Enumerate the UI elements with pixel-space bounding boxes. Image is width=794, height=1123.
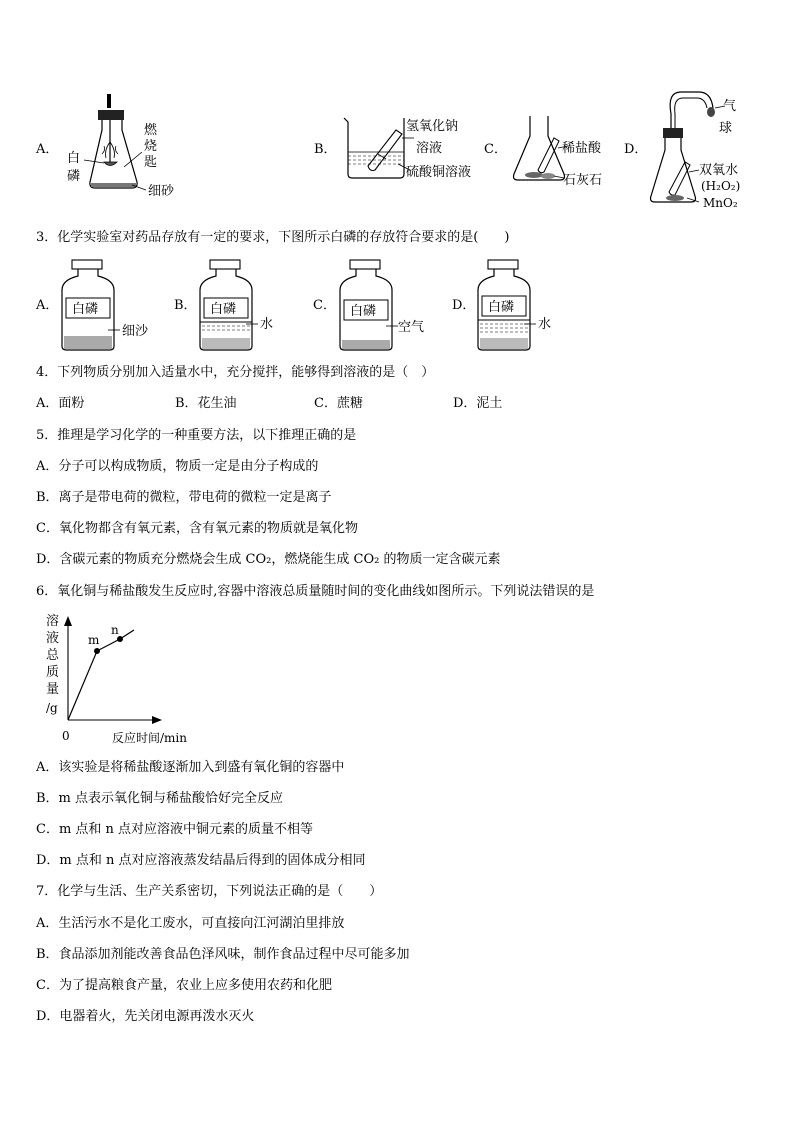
q3-c-side-label: 空气 xyxy=(398,320,425,335)
q4-option-d: D．泥土 xyxy=(453,396,503,411)
q3-option-d-bottle xyxy=(474,258,564,353)
label-balloon-1: 气 xyxy=(723,99,737,114)
q3-d-bottle-label: 白磷 xyxy=(488,300,515,315)
q5-option-a: A．分子可以构成物质，物质一定是由分子构成的 xyxy=(36,459,319,474)
q3-option-c-bottle xyxy=(336,258,436,353)
graph-origin: 0 xyxy=(62,729,70,743)
q4-option-c: C．蔗糖 xyxy=(314,396,363,411)
q3-option-a-letter: A． xyxy=(36,298,59,313)
q2-option-d-letter: D． xyxy=(624,142,648,157)
q2-option-a-letter: A． xyxy=(36,142,59,157)
q7-option-a: A．生活污水不是化工废水，可直接向江河湖泊里排放 xyxy=(36,916,345,931)
graph-ylabel-3: 总 xyxy=(46,648,60,663)
q2-option-c-figure xyxy=(508,112,618,187)
q3-option-d-letter: D． xyxy=(452,298,476,313)
graph-ylabel-5: 量 xyxy=(46,682,60,697)
label-spoon-3: 匙 xyxy=(144,155,158,170)
graph-x-arrow xyxy=(152,716,162,724)
q3-option-b-bottle xyxy=(196,258,286,353)
q2-option-d-figure xyxy=(645,88,770,213)
q2-option-c-letter: C． xyxy=(484,142,507,157)
q4-option-a: A．面粉 xyxy=(36,396,85,411)
q3-a-bottle-label: 白磷 xyxy=(72,302,99,317)
label-spoon-1: 燃 xyxy=(144,123,158,138)
graph-curve xyxy=(68,630,134,720)
label-hcl: 稀盐酸 xyxy=(562,141,602,156)
q2-option-a-figure xyxy=(62,92,187,204)
label-limestone: 石灰石 xyxy=(563,173,603,187)
q6-option-c: C．m 点和 n 点对应溶液中铜元素的质量不相等 xyxy=(36,822,314,837)
label-mno2: MnO₂ xyxy=(703,196,738,210)
q5-option-b: B．离子是带电荷的微粒，带电荷的微粒一定是离子 xyxy=(36,490,332,505)
q3-b-side-label: 水 xyxy=(260,317,274,332)
q3-c-bottle-label: 白磷 xyxy=(350,304,377,319)
q7-option-d: D．电器着火，先关闭电源再泼水灭火 xyxy=(36,1009,255,1024)
q5-stem: 5．推理是学习化学的一种重要方法，以下推理正确的是 xyxy=(36,428,357,443)
graph-y-arrow xyxy=(64,616,72,626)
q7-option-c: C．为了提高粮食产量，农业上应多使用农药和化肥 xyxy=(36,978,332,993)
q2-option-b-figure xyxy=(338,112,488,184)
graph-ylabel-1: 溶 xyxy=(46,614,60,629)
graph-label-n: n xyxy=(111,623,119,637)
q4-stem: 4．下列物质分别加入适量水中，充分搅拌，能够得到溶液的是（ ） xyxy=(36,365,435,380)
graph-xlabel: 反应时间/min xyxy=(112,731,187,745)
graph-ylabel-2: 液 xyxy=(46,631,60,646)
q3-option-c-letter: C． xyxy=(313,298,336,313)
label-phosphorus-2: 磷 xyxy=(67,169,81,184)
q7-option-b: B．食品添加剂能改善食品色泽风味，制作食品过程中尽可能多加 xyxy=(36,947,410,962)
label-cuso4: 硫酸铜溶液 xyxy=(406,165,472,180)
q5-option-d: D．含碳元素的物质充分燃烧会生成 CO₂，燃烧能生成 CO₂ 的物质一定含碳元素 xyxy=(36,552,501,567)
q3-d-side-label: 水 xyxy=(538,317,552,332)
label-naoh-2: 溶液 xyxy=(416,141,443,156)
q6-option-a: A．该实验是将稀盐酸逐渐加入到盛有氧化铜的容器中 xyxy=(36,760,345,775)
label-h2o2: 双氧水 xyxy=(699,163,739,178)
label-phosphorus-1: 白 xyxy=(67,151,81,166)
q4-option-b: B．花生油 xyxy=(175,396,237,411)
label-balloon-2: 球 xyxy=(719,121,733,136)
q3-stem: 3．化学实验室对药品存放有一定的要求，下图所示白磷的存放符合要求的是( ) xyxy=(36,230,510,245)
q3-a-side-label: 细沙 xyxy=(122,324,149,339)
q2-option-b-letter: B． xyxy=(314,142,337,157)
label-naoh-1: 氢氧化钠 xyxy=(406,119,459,134)
q7-stem: 7．化学与生活、生产关系密切，下列说法正确的是（ ） xyxy=(36,884,383,899)
q6-stem: 6．氧化铜与稀盐酸发生反应时,容器中溶液总质量随时间的变化曲线如图所示。下列说法错误的是 xyxy=(36,584,595,599)
label-sand: 细砂 xyxy=(148,184,175,199)
q3-b-bottle-label: 白磷 xyxy=(210,302,237,317)
graph-ylabel-6: /g xyxy=(46,701,58,715)
q6-option-b: B．m 点表示氧化铜与稀盐酸恰好完全反应 xyxy=(36,791,284,806)
graph-label-m: m xyxy=(88,633,100,647)
q3-option-a-bottle xyxy=(58,258,168,353)
graph-point-m xyxy=(94,648,100,654)
q5-option-c: C．氧化物都含有氧元素，含有氧元素的物质就是氧化物 xyxy=(36,521,358,536)
q6-graph xyxy=(40,612,210,746)
label-spoon-2: 烧 xyxy=(144,139,158,154)
q6-option-d: D．m 点和 n 点对应溶液蒸发结晶后得到的固体成分相同 xyxy=(36,853,366,868)
graph-ylabel-4: 质 xyxy=(46,665,60,680)
label-h2o2-formula: (H₂O₂) xyxy=(701,179,741,193)
q3-option-b-letter: B． xyxy=(174,298,197,313)
